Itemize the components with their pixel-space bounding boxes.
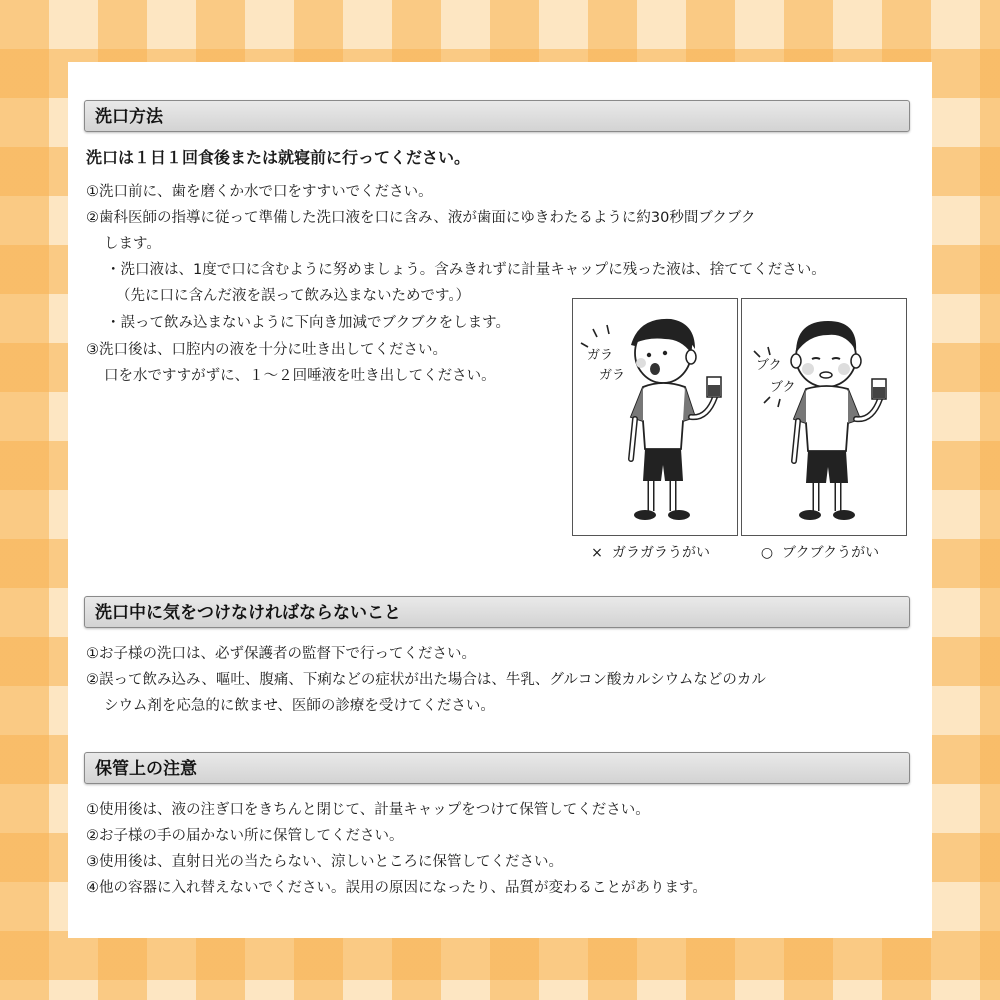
illustration-good: [741, 298, 907, 536]
storage-4: ④他の容器に入れ替えないでください。誤用の原因になったり、品質が変わることがあります。: [86, 880, 707, 896]
method-step-3: ③洗口後は、口腔内の液を十分に吐き出してください。: [86, 342, 447, 358]
boy-rinsing-icon: [742, 299, 906, 535]
caution-1: ①お子様の洗口は、必ず保護者の監督下で行ってください。: [86, 646, 476, 662]
sfx-good-1: ブク: [756, 358, 782, 373]
sfx-good-2: ブク: [770, 380, 796, 395]
storage-3: ③使用後は、直射日光の当たらない、涼しいところに保管してください。: [86, 854, 563, 870]
boy-gargling-icon: [573, 299, 737, 535]
caption-bad: [588, 542, 710, 562]
sfx-bad-1: ガラ: [587, 348, 614, 363]
caution-2: ②誤って飲み込み、嘔吐、腹痛、下痢などの症状が出た場合は、牛乳、グルコン酸カルシウムなどのカル: [86, 672, 766, 688]
section-header-storage: 保管上の注意: [84, 752, 910, 784]
method-step-3-cont: 口を水ですすがずに、１〜２回唾液を吐き出してください。: [104, 368, 496, 384]
method-note-1-cont: （先に口に含んだ液を誤って飲み込まないためです。）: [116, 288, 471, 304]
instruction-panel: [68, 62, 932, 938]
caution-2-cont: シウム剤を応急的に飲ませ、医師の診療を受けてください。: [104, 698, 495, 714]
method-step-2-cont: します。: [104, 236, 161, 252]
method-note-2: ・誤って飲み込まないように下向き加減でブクブクをします。: [106, 315, 510, 331]
storage-1: ①使用後は、液の注ぎ口をきちんと閉じて、計量キャップをつけて保管してください。: [86, 802, 650, 818]
caption-good-label: ブクブクうがい: [782, 545, 880, 561]
sfx-bad-2: ガラ: [599, 368, 626, 383]
caption-bad-label: ガラガラうがい: [612, 545, 710, 561]
illustration-bad: [572, 298, 738, 536]
caption-good: [758, 542, 879, 562]
section-header-cautions: 洗口中に気をつけなければならないこと: [84, 596, 910, 628]
storage-2: ②お子様の手の届かない所に保管してください。: [86, 828, 404, 844]
method-note-1: ・洗口液は、1度で口に含むように努めましょう。含みきれずに計量キャップに残った液は、捨ててください。: [106, 262, 826, 278]
method-step-2: ②歯科医師の指導に従って準備した洗口液を口に含み、液が歯面にゆきわたるように約30秒間ブクブク: [86, 210, 756, 226]
method-step-1: ①洗口前に、歯を磨くか水で口をすすいでください。: [86, 184, 433, 200]
method-lead: 洗口は１日１回食後または就寝前に行ってください。: [86, 148, 471, 167]
section-header-method: 洗口方法: [84, 100, 910, 132]
cross-mark-icon: ×: [591, 545, 603, 561]
circle-mark-icon: ○: [760, 545, 774, 561]
